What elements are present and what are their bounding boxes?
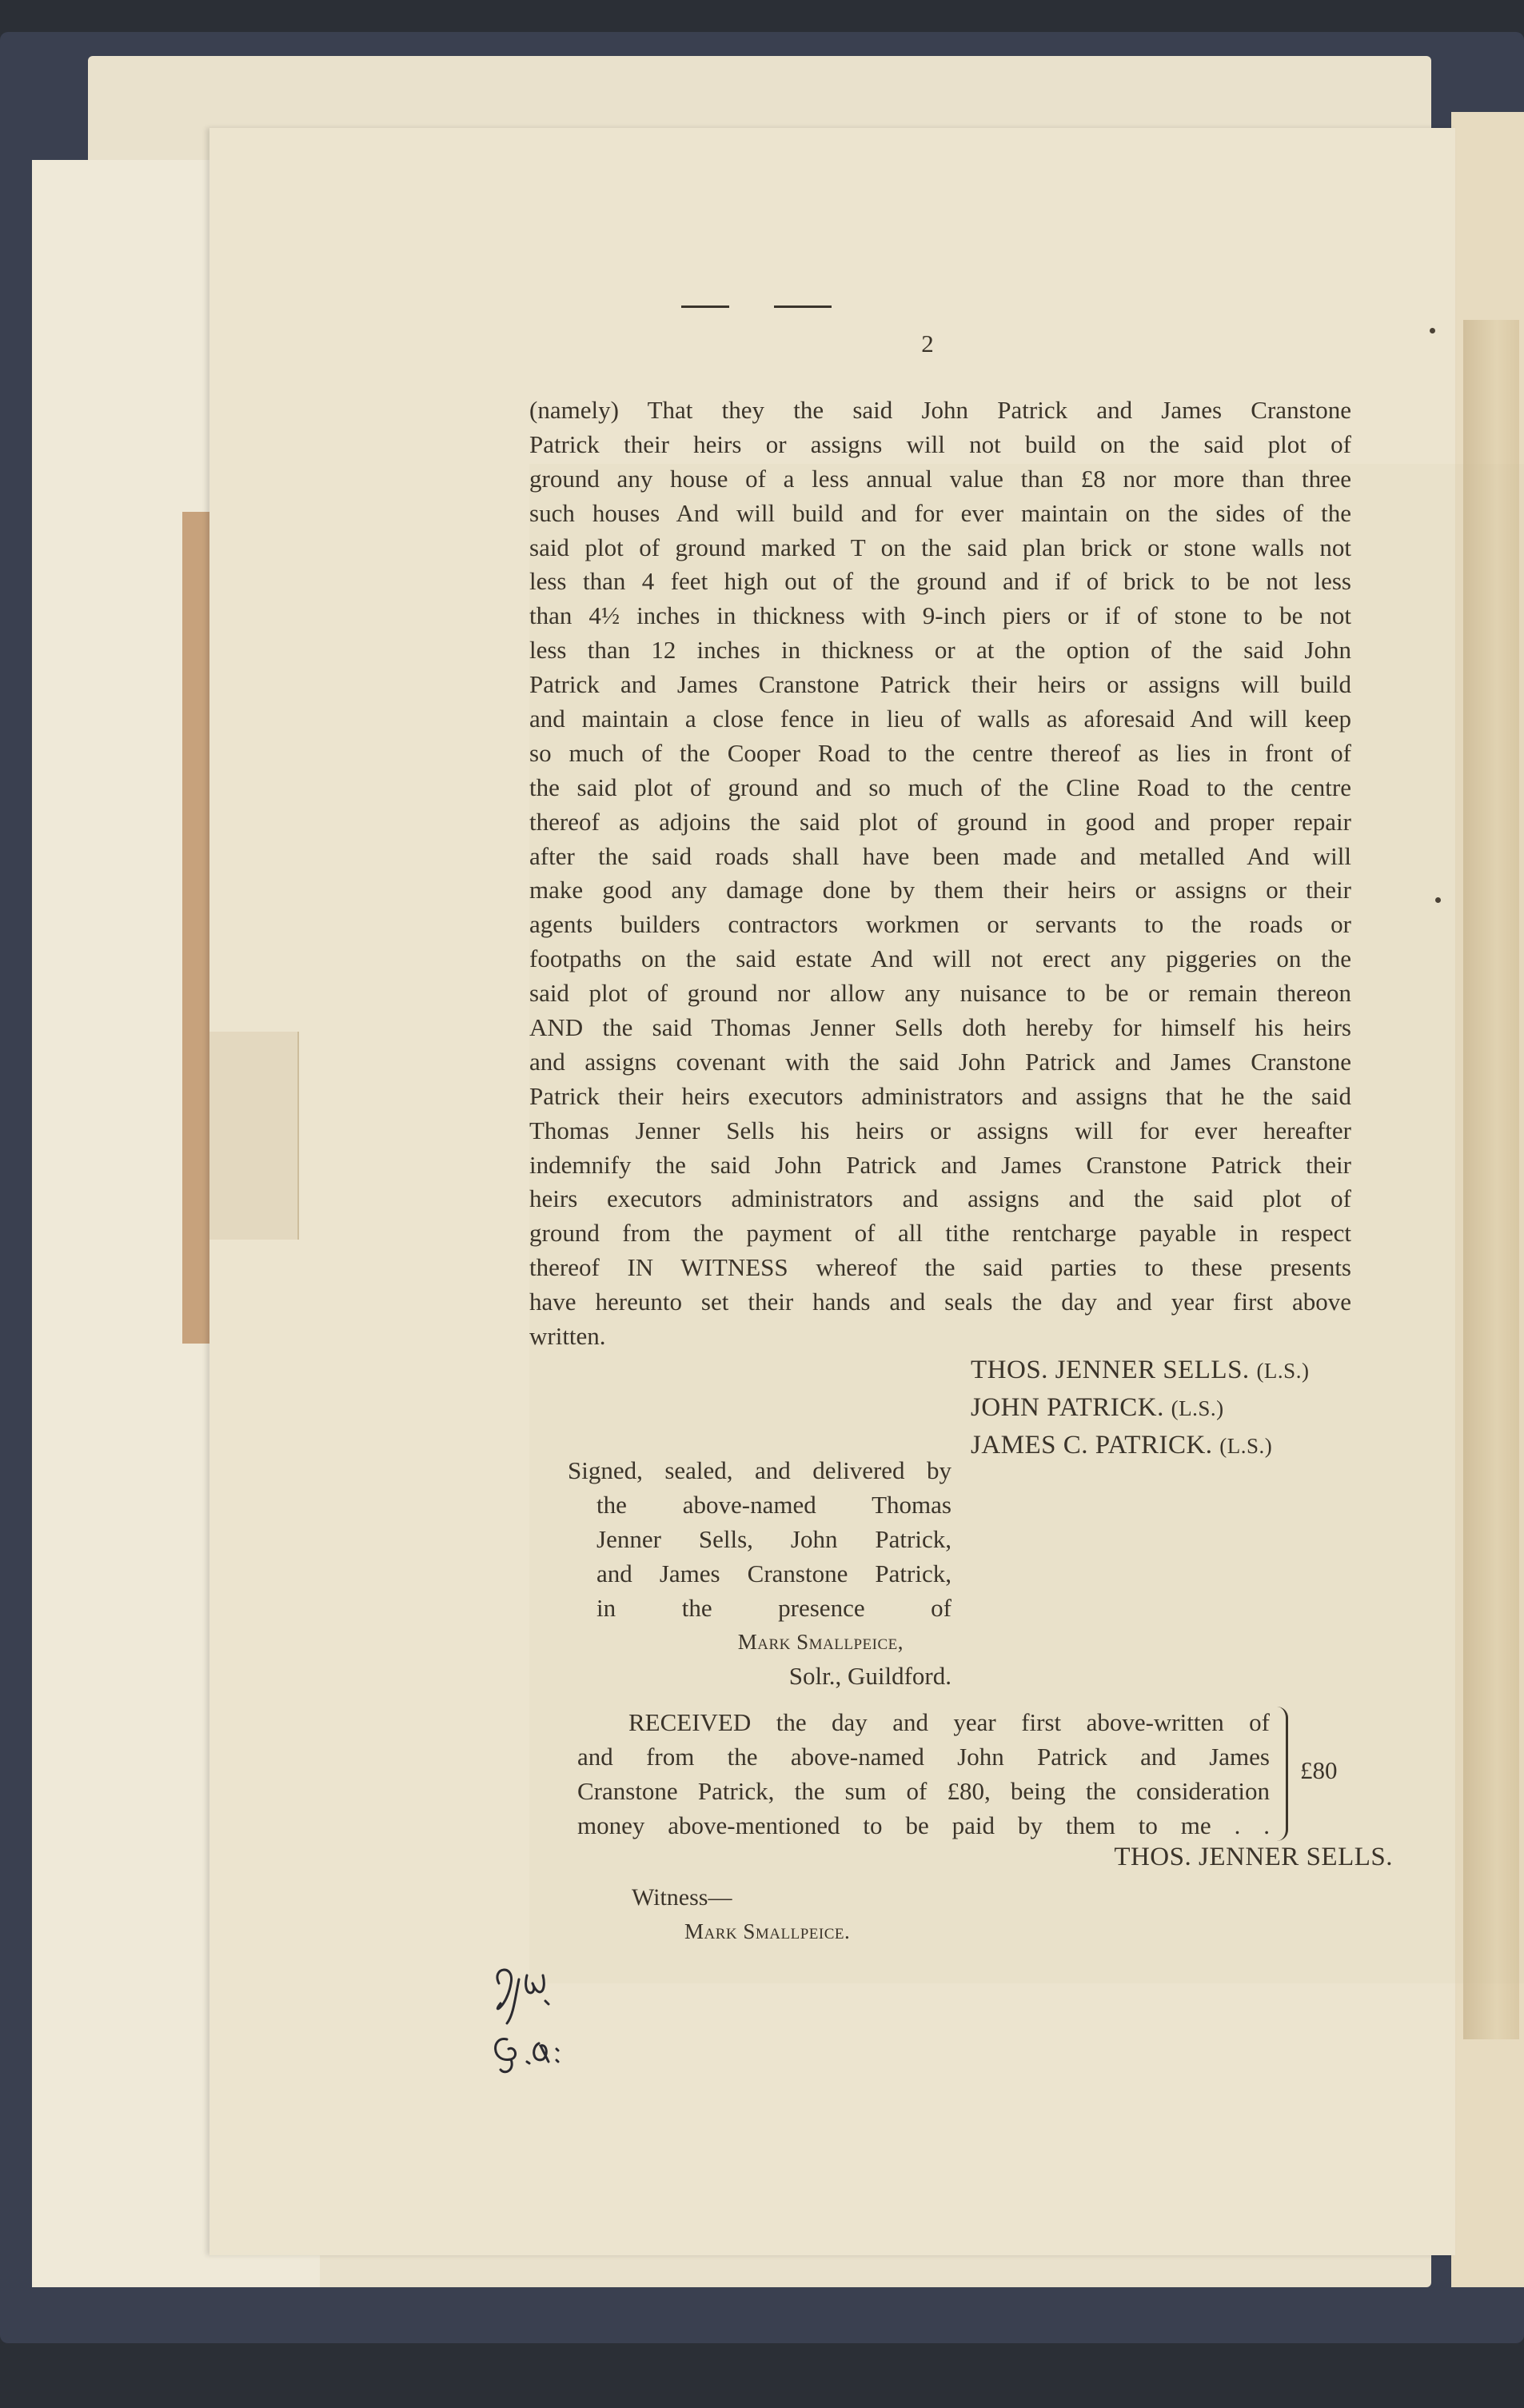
signatory-row [971, 1389, 1386, 1427]
attestation-line: and James Cranstone Patrick, [596, 1559, 952, 1587]
text-line: said plot of ground marked T on the said plan brick or stone walls not [529, 533, 1351, 561]
receipt-text [577, 1705, 1270, 1843]
receipt-line: RECEIVED the day and year first above-written of [628, 1708, 1270, 1736]
text-line: Thomas Jenner Sells his heirs or assigns will for ever hereafter [529, 1116, 1351, 1144]
page-number: 2 [921, 329, 934, 357]
text-line: and maintain a close fence in lieu of walls as aforesaid And will keep [529, 705, 1351, 733]
attestation-witness-name: Mark Smallpeice, [737, 1630, 904, 1655]
seal-mark: (L.S.) [1256, 1359, 1310, 1383]
text-line: Patrick and James Cranstone Patrick their heirs or assigns will build [529, 670, 1351, 699]
receipt-line: money above-mentioned to be paid by them to me . . [577, 1811, 1270, 1839]
signatory-name: JAMES C. PATRICK. [971, 1431, 1220, 1460]
text-line: heirs executors administrators and assigns and the said plot of [529, 1184, 1351, 1213]
receipt-brace [1270, 1707, 1288, 1841]
signatory-row [971, 1352, 1386, 1389]
signatory-block [971, 1352, 1386, 1464]
header-rule-right [774, 305, 832, 308]
text-line: such houses And will build and for ever maintain on the sides of the [529, 498, 1351, 527]
text-line: make good any damage done by them their heirs or assigns or their [529, 876, 1351, 904]
text-line: so much of the Cooper Road to the centre thereof as lies in front of [529, 738, 1351, 767]
attestation-witness-office: Solr., Guildford. [788, 1662, 952, 1691]
receipt-signature: THOS. JENNER SELLS. [1114, 1843, 1393, 1871]
text-line: after the said roads shall have been made and metalled And will [529, 841, 1351, 870]
receipt-line: Cranstone Patrick, the sum of £80, being the consideration [577, 1776, 1270, 1805]
seal-mark: (L.S.) [1219, 1434, 1273, 1458]
attestation-line: Jenner Sells, John Patrick, [596, 1524, 952, 1553]
header-rule-left [681, 305, 729, 308]
receipt-line: and from the above-named John Patrick and James [577, 1742, 1270, 1771]
ink-spot [1435, 897, 1441, 903]
text-line: Patrick their heirs or assigns will not build on the said plot of [529, 429, 1351, 458]
text-line: thereof as adjoins the said plot of ground in good and proper repair [529, 807, 1351, 836]
text-line: less than 4 feet high out of the ground and if of brick to be not less [529, 567, 1351, 596]
seal-mark: (L.S.) [1171, 1396, 1224, 1420]
signatory-row [971, 1427, 1386, 1464]
text-line: the said plot of ground and so much of the Cline Road to the centre [529, 773, 1351, 801]
text-line: footpaths on the said estate And will not erect any piggeries on the [529, 944, 1351, 973]
witness-name: Mark Smallpeice. [684, 1919, 851, 1943]
text-line: AND the said Thomas Jenner Sells doth hereby for himself his heirs [529, 1013, 1351, 1042]
text-line: agents builders contractors workmen or servants to the roads or [529, 910, 1351, 939]
text-line: less than 12 inches in thickness or at the option of the said John [529, 636, 1351, 665]
text-line: indemnify the said John Patrick and James Cranstone Patrick their [529, 1150, 1351, 1179]
witness-label: Witness— [632, 1884, 732, 1911]
signatory-name: JOHN PATRICK. [971, 1393, 1171, 1422]
signatory-name: THOS. JENNER SELLS. [971, 1356, 1257, 1384]
text-line: Patrick their heirs executors administrators and assigns that he the said [529, 1081, 1351, 1110]
attestation-line: the above-named Thomas [596, 1490, 952, 1519]
text-line: written. [529, 1322, 606, 1351]
torn-edge [209, 1032, 299, 1240]
attestation-block [568, 1454, 952, 1694]
attestation-line: in the presence of [596, 1593, 952, 1622]
text-line: and assigns covenant with the said John Patrick and James Cranstone [529, 1047, 1351, 1076]
deed-body-text [529, 393, 1351, 1354]
handwritten-initials [483, 1959, 627, 2079]
receipt-amount: £80 [1300, 1756, 1338, 1784]
text-line: ground from the payment of all tithe rentcharge payable in respect [529, 1219, 1351, 1248]
text-line: ground any house of a less annual value than £8 nor more than three [529, 464, 1351, 493]
text-line: than 4½ inches in thickness with 9-inch piers or if of stone to be not [529, 601, 1351, 630]
text-line: (namely) That they the said John Patrick and James Cranstone [529, 396, 1351, 424]
text-line: thereof IN WITNESS whereof the said parties to these presents [529, 1253, 1351, 1282]
text-line: said plot of ground nor allow any nuisance to be or remain thereon [529, 979, 1351, 1008]
text-line: have hereunto set their hands and seals the day and year first above [529, 1288, 1351, 1316]
attestation-line: Signed, sealed, and delivered by [568, 1456, 952, 1484]
binding-strip [182, 512, 209, 1344]
ink-spot [1430, 328, 1435, 333]
